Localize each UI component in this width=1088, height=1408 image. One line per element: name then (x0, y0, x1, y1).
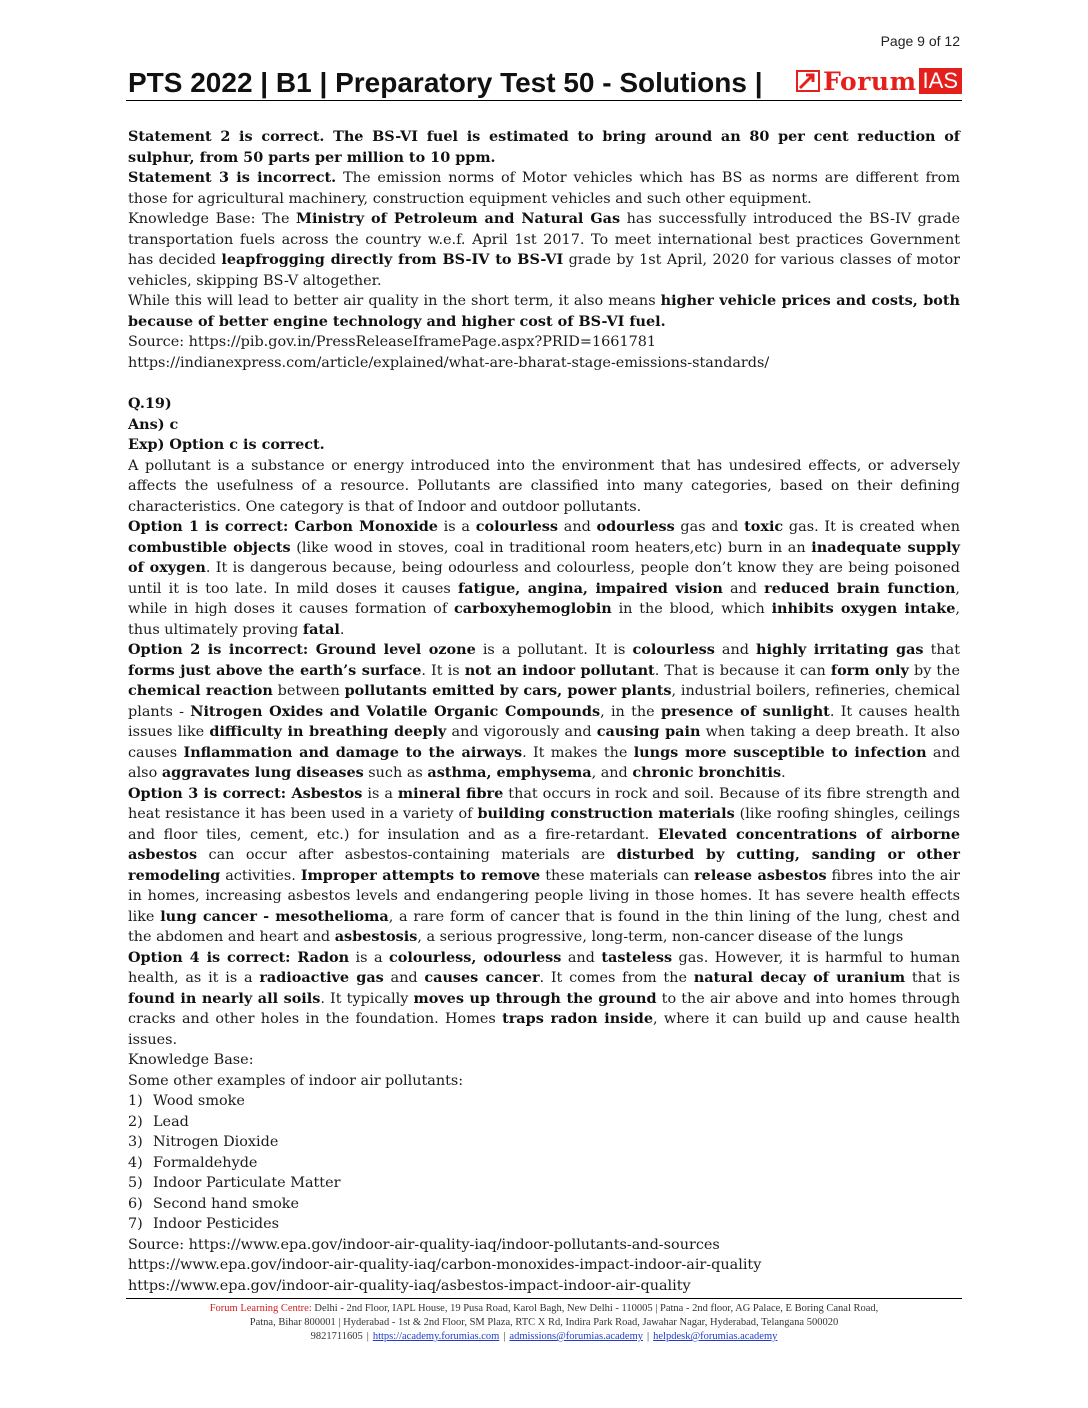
source-line: https://indianexpress.com/article/explained/what-are-bharat-stage-emissions-standards/ (128, 354, 770, 371)
solution-content (128, 127, 960, 1296)
source-line: Source: https://www.epa.gov/indoor-air-quality-iaq/indoor-pollutants-and-sources (128, 1236, 720, 1253)
list-item: 7) Indoor Pesticides (128, 1216, 280, 1232)
intro-paragraph: A pollutant is a substance or energy introduced into the environment that has undesired effects, or adversely affects the usefulness of a resource. Pollutants are classified into many categories, based on their defining characteristics. One category is that of Indoor and outdoor pollutants. (128, 457, 960, 515)
answer-line: Ans) c (128, 415, 179, 433)
list-item: 2) Lead (128, 1113, 189, 1130)
footer-address-line-2: Patna, Bihar 800001 | Hyderabad - 1st & 2nd Floor, SM Plaza, RTC X Rd, Indira Park Road, Jawahar Nagar, Hyderabad, Telangana 500020 (249, 1317, 839, 1328)
list-item: 6) Second hand smoke (128, 1195, 299, 1212)
page-header (126, 66, 962, 101)
page-number: Page 9 of 12 (880, 33, 960, 49)
academy-link[interactable]: https://academy.forumias.com (372, 1331, 500, 1342)
list-item: 5) Indoor Particulate Matter (128, 1175, 341, 1191)
explanation-heading: Exp) Option c is correct. (128, 436, 325, 453)
option-3-paragraph: Option 3 is correct: Asbestos is a mineral fibre that occurs in rock and soil. Because of its fibre strength and heat resistance it has been used in a variety of building construction materials (like roofing shingles, ceilings and floor tiles, cement, etc.) for insulation and as a fire-retardant. Elevated concentrations of airborne asbestos can occur after asbestos-containing materials are disturbed by cutting, sanding or other remodeling activities. Improper attempts to remove these materials can release asbestos fibres into the air in homes, increasing asbestos levels and endangering people living in those homes. It has severe health effects like lung cancer - mesothelioma, a rare form of cancer that is found in the thin lining of the lung, chest and the abdomen and heart and asbestosis, a serious progressive, long-term, non-cancer disease of the lungs (128, 784, 961, 945)
knowledge-base-paragraph: Knowledge Base: The Ministry of Petroleum and Natural Gas has successfully introduced the BS-IV grade transportation fuels across the country w.e.f. April 1st 2017. To meet international best practices Government has decided leapfrogging directly from BS-IV to BS-VI grade by 1st April, 2020 for various classes of motor vehicles, skipping BS-V altogether. (128, 210, 960, 289)
logo-forum-text: Forum (823, 66, 917, 96)
knowledge-base-label: Knowledge Base: (128, 1052, 254, 1068)
air-quality-paragraph: While this will lead to better air quality in the short term, it also means higher vehicle prices and costs, both because of better engine technology and higher cost of BS-VI fuel. (128, 292, 960, 330)
list-item: 4) Formaldehyde (128, 1154, 258, 1171)
list-item: 1) Wood smoke (128, 1093, 245, 1109)
admissions-email-link[interactable]: admissions@forumias.academy (509, 1331, 644, 1342)
source-line: https://www.epa.gov/indoor-air-quality-iaq/asbestos-impact-indoor-air-quality (128, 1277, 691, 1294)
header-title: PTS 2022 | B1 | Preparatory Test 50 - Solutions | (128, 67, 763, 98)
footer-address-line-1: Forum Learning Centre: Delhi - 2nd Floor, IAPL House, 19 Pusa Road, Karol Bagh, New Delhi - 110005 | Patna - 2nd floor, AG Palace, E Boring Canal Road, (209, 1303, 879, 1314)
option-4-paragraph: Option 4 is correct: Radon is a colourless, odourless and tasteless gas. However, it is harmful to human health, as it is a radioactive gas and causes cancer. It comes from the natural decay of uranium that is found in nearly all soils. It typically moves up through the ground to the air above and into homes through cracks and other holes in the foundation. Homes traps radon inside, where it can build up and cause health issues. (128, 948, 961, 1048)
pollutant-list (128, 1091, 960, 1235)
option-1-paragraph: Option 1 is correct: Carbon Monoxide is a colourless and odourless gas and toxic gas. It is created when combustible objects (like wood in stoves, coal in traditional room heaters,etc) burn in an inadequate supply of oxygen. It is dangerous because, being odourless and colourless, people don’t know they are being poisoned until it is too late. In mild doses it causes fatigue, angina, impaired vision and reduced brain function, while in high doses it causes formation of carboxyhemoglobin in the blood, which inhibits oxygen intake, thus ultimately proving fatal. (128, 518, 961, 638)
page-footer (126, 1298, 962, 1344)
footer-phone: 9821711605 (310, 1331, 363, 1342)
logo-arrow-icon (796, 70, 820, 92)
knowledge-base-intro: Some other examples of indoor air pollutants: (128, 1072, 464, 1089)
forumias-logo (796, 66, 962, 96)
option-2-paragraph: Option 2 is incorrect: Ground level ozone is a pollutant. It is colourless and highly irritating gas that forms just above the earth’s surface. It is not an indoor pollutant. That is because it can form only by the chemical reaction between pollutants emitted by cars, power plants, industrial boilers, refineries, chemical plants - Nitrogen Oxides and Volatile Organic Compounds, in the presence of sunlight. It causes health issues like difficulty in breathing deeply and vigorously and causing pain when taking a deep breath. It also causes Inflammation and damage to the airways. It makes the lungs more susceptible to infection and also aggravates lung diseases such as asthma, emphysema, and chronic bronchitis. (128, 641, 960, 781)
statement-3-paragraph: Statement 3 is incorrect. The emission norms of Motor vehicles which has BS as norms are different from those for agricultural machinery, construction equipment vehicles and such other equipment. (128, 169, 960, 207)
question-number: Q.19) (128, 395, 172, 412)
helpdesk-email-link[interactable]: helpdesk@forumias.academy (653, 1331, 778, 1342)
list-item: 3) Nitrogen Dioxide (128, 1134, 279, 1150)
source-line: https://www.epa.gov/indoor-air-quality-iaq/carbon-monoxides-impact-indoor-air-quality (128, 1257, 762, 1273)
footer-contact-line: 9821711605 | https://academy.forumias.com | admissions@forumias.academy | helpdesk@forumias.academy (310, 1331, 778, 1342)
source-line: Source: https://pib.gov.in/PressReleaseIframePage.aspx?PRID=1661781 (128, 334, 657, 350)
logo-ias-text: IAS (919, 68, 962, 94)
statement-2-paragraph: Statement 2 is correct. The BS-VI fuel is estimated to bring around an 80 per cent reduction of sulphur, from 50 parts per million to 10 ppm. (128, 128, 960, 166)
